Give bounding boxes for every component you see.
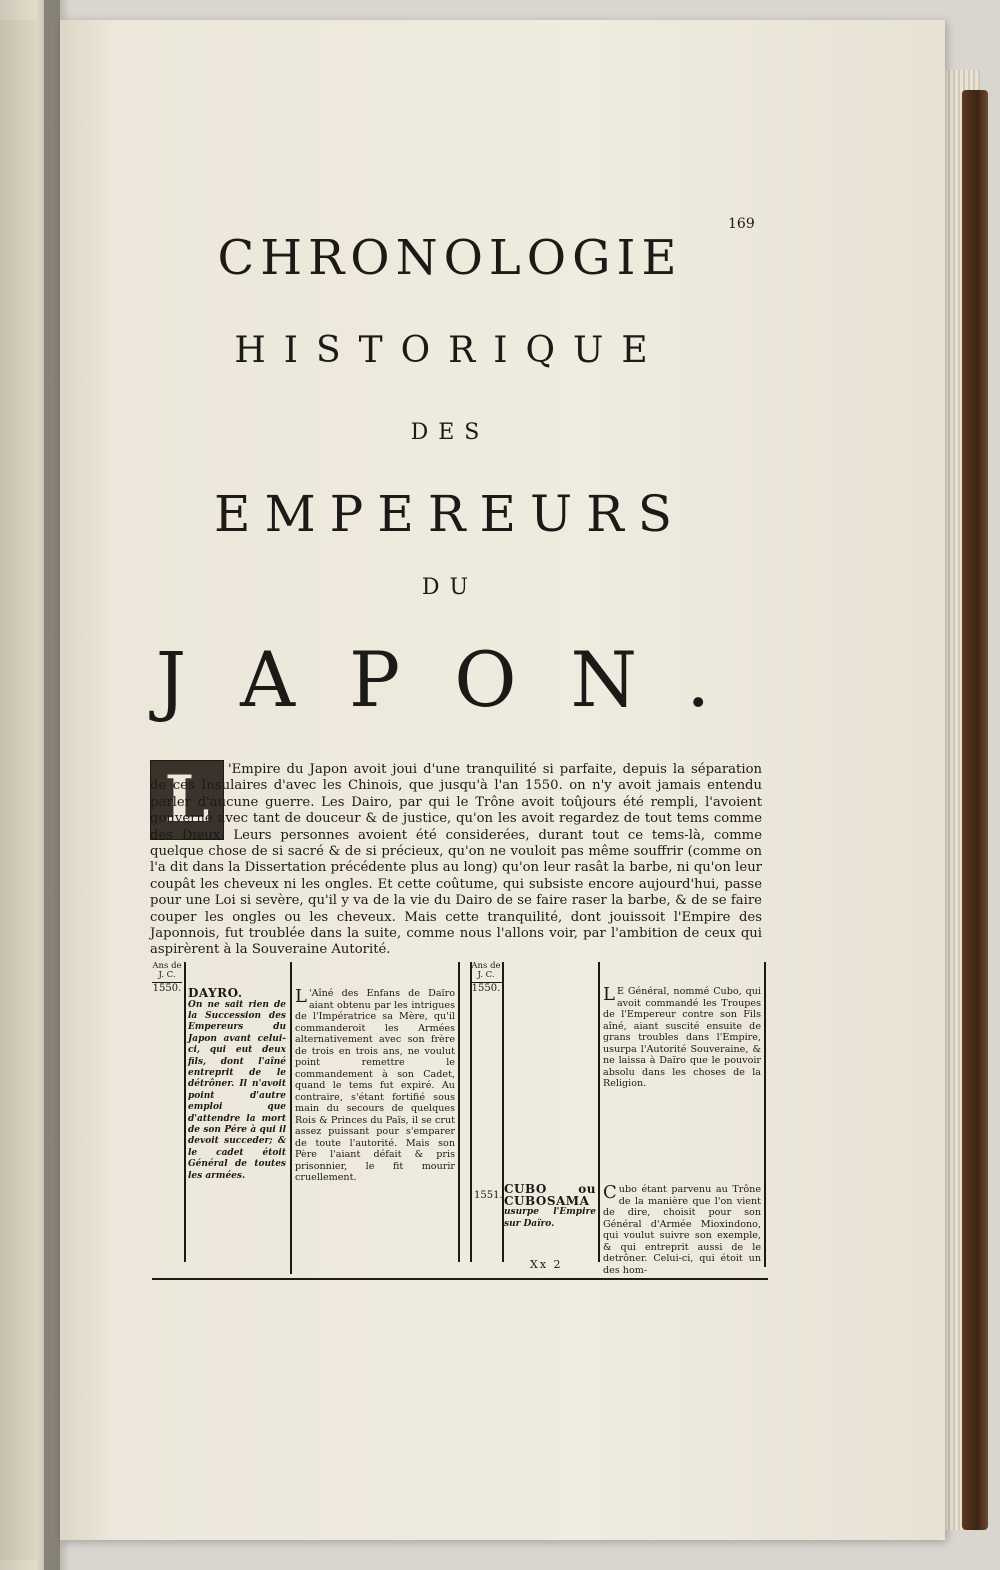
title-line-des: DES [410,420,490,445]
column-rule [458,962,460,1262]
emperor-cubo [504,1184,596,1230]
column-rule [764,962,766,1267]
year-1550-left: 1550. [152,983,182,994]
emperor-dayro [188,988,286,1182]
page-number: 169 [728,216,755,232]
year-1551: 1551. [474,1190,503,1201]
title-line-japon: JAPON. [155,635,765,724]
chronology-table [152,962,768,1280]
year-1550-right: 1550. [471,983,501,994]
entry-initial: C [603,1182,617,1203]
column-rule [470,962,472,1262]
left-page-leaf [0,20,38,1560]
emperor-name: DAYRO. [188,986,243,1000]
emperor-description: usurpe l'Empire sur Daïro. [504,1207,596,1229]
book-spine [962,90,988,1530]
intro-text: 'Empire du Japon avoit joui d'une tranquilité si parfaite, depuis la séparation de ces Insulaires d'avec les Chinois, que jusqu'à l'an 1550. on n'y avoit jamais entendu parler d'aucune guerre. Les Dairo, par qui le Trône avoit toûjours été rempli, l'avoient gouverné avec tant de douceur & de justice, qu'on les avoit regardez de tout tems comme des Dieux. Leurs personnes avoient été considerées, durant tout ce tems-là, comme quelque chose de si sacré & de si précieux, qu'on ne vouloit pas même souffrir (comme on l'a dit dans la Dissertation précédente plus au long) qu'on leur rasât la barbe, ni qu'on leur coupât les cheveux ni les ongles. Et cette coûtume, qui subsiste encore aujourd'hui, passe pour une Loi si sevère, qu'il y va de la vie du Dairo de se faire raser la barbe, & de se faire couper les ongles ou les cheveux. Mais cette tranquilité, dont jouissoit l'Empire des Japonnois, fut troublée dans la suite, comme nous l'allons voir, par l'ambition de ceux qui aspirèrent à la Souveraine Autorité. [150,762,762,958]
ans-header-right [470,962,502,993]
title-line-chronologie: CHRONOLOGIE [217,230,683,286]
title-line-empereurs: EMPEREURS [213,485,687,543]
emperor-name: CUBO ou CUBOSAMA [504,1182,596,1208]
emperor-description: On ne sait rien de la Succession des Empereurs du Japon avant celui-ci, qui eut deux fils, dont l'aîné entreprit de le détrôner. Il n'avoit point d'autre emploi que d'attendre la mort de son Pére à qui il devoit succeder; & le cadet étoit Général de toutes les armées. [188,999,286,1181]
column-rule [184,962,186,1262]
entry-initial: L [603,984,615,1005]
entry-text: E Général, nommé Cubo, qui avoit commandé les Troupes de l'Empereur contre son Fils aîné, aiant suscité ensuite de grans troubles dans l'Empire, usurpa l'Autorité Souveraine, & ne laissa à Daïro que le pouvoir absolu dans les choses de la Religion. [603,986,761,1089]
ans-label: Ans de J. C. [471,961,501,980]
column-rule [598,962,600,1262]
ans-label: Ans de J. C. [152,961,182,980]
table-bottom-rule [152,1278,768,1280]
title-line-historique: HISTORIQUE [234,330,666,371]
title-line-du: DU [421,575,479,600]
entry-text: 'Aîné des Enfans de Daïro aiant obtenu par les intrigues de l'Impératrice sa Mère, qu'il commanderoit les Armées alternativement avec son frère de trois en trois ans, ne voulut point remettre le commandement à son Cadet, quand le tems fut expiré. Au contraire, s'étant fortifié sous main du secours de quelques Rois & Princes du Païs, il se crut assez puissant pour s'emparer de toute l'autorité. Mais son Père l'aiant défait & pris prisonnier, le fit mourir cruellement. [295,988,455,1183]
entry-initial: L [295,986,307,1007]
entry-1551 [603,1184,761,1276]
intro-paragraph [150,762,762,959]
entry-1550-right [603,986,761,1090]
ans-header-left [152,962,182,993]
signature-mark: Xx 2 [530,1258,563,1271]
entry-text: ubo étant parvenu au Trône de la manière que l'on vient de dire, choisit pour son Général d'Armée Mioxindono, qui voulut suivre son exemple, & qui entreprit aussi de le detrôner. Celui-ci, qui étoit un des hom- [603,1184,761,1276]
decorated-initial-letter: L [164,762,210,837]
column-rule [290,962,292,1274]
entry-1550-left [295,988,455,1184]
